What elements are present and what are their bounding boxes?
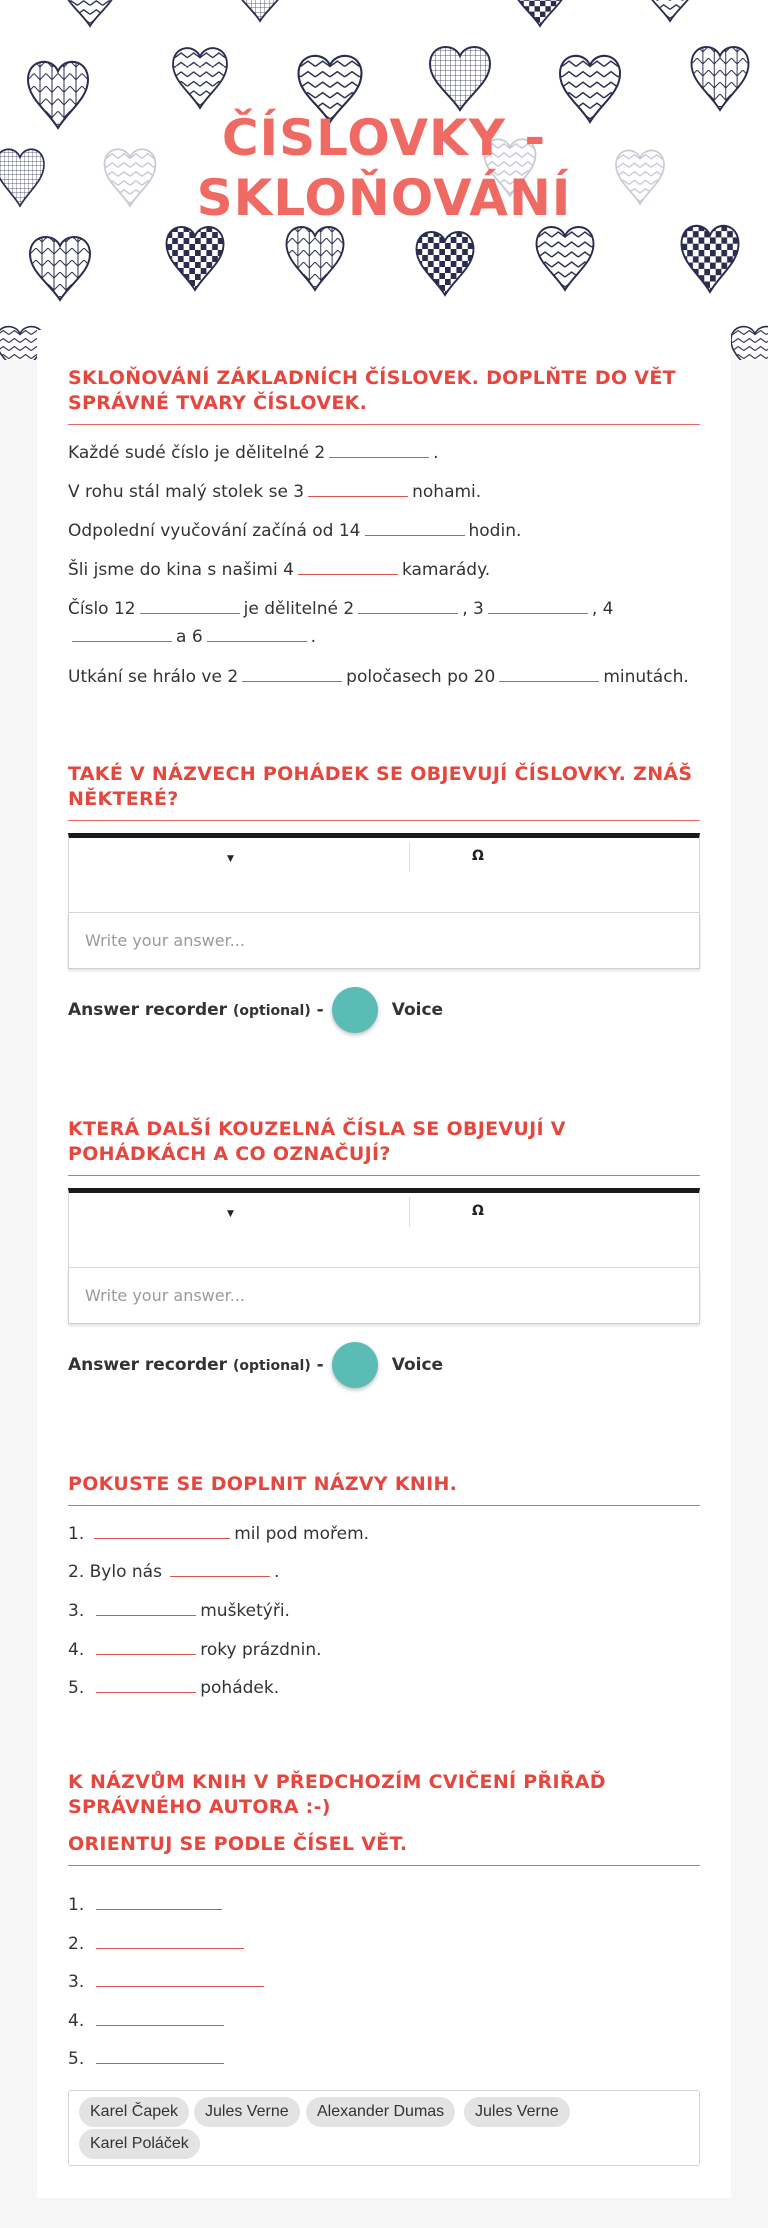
section-divider xyxy=(68,1865,700,1866)
answer-input[interactable] xyxy=(85,931,683,950)
answer-textarea[interactable] xyxy=(68,913,700,969)
answer-recorder xyxy=(68,1342,443,1388)
author-chip-bank xyxy=(68,2090,700,2166)
sentence-text: hodin. xyxy=(468,521,522,541)
item-number: 2. xyxy=(68,1934,85,1954)
book-item-4 xyxy=(68,1637,322,1661)
answer-area-3 xyxy=(68,1188,700,1428)
blank-input[interactable] xyxy=(72,624,172,642)
section-divider xyxy=(68,1175,700,1176)
blank-input[interactable] xyxy=(488,596,588,614)
rich-text-editor xyxy=(68,833,700,969)
record-button[interactable] xyxy=(332,987,378,1033)
sentence-text: . xyxy=(433,443,439,463)
section-title: SKLOŇOVÁNÍ ZÁKLADNÍCH ČÍSLOVEK. DOPLŇTE DO VĚT SPRÁVNÉ TVARY ČÍSLOVEK. xyxy=(68,367,676,414)
recorder-dash: - xyxy=(316,1355,324,1375)
sentence-5-cont xyxy=(68,624,316,648)
fill-in-list-4 xyxy=(68,1521,700,1711)
blank-input[interactable] xyxy=(94,1521,230,1539)
answer-area-2 xyxy=(68,833,700,1073)
section-title: TAKÉ V NÁZVECH POHÁDEK SE OBJEVUJÍ ČÍSLOVKY. ZNÁŠ NĚKTERÉ? xyxy=(68,763,693,810)
sentence-text: Číslo 12 xyxy=(68,599,136,619)
item-number: 4. xyxy=(68,2011,85,2031)
blank-input[interactable] xyxy=(96,1637,196,1655)
editor-toolbar xyxy=(68,1188,700,1268)
blank-input[interactable] xyxy=(170,1559,270,1577)
sentence-text: a 6 xyxy=(176,627,203,647)
worksheet-card xyxy=(37,330,731,2198)
section-book-titles xyxy=(68,1472,700,1506)
book-item-1 xyxy=(68,1521,369,1545)
recorder-dash: - xyxy=(316,1000,324,1020)
item-number: 3. xyxy=(68,1972,85,1992)
page-title-line-2: SKLOŇOVÁNÍ xyxy=(196,169,572,227)
sentence-text: nohami. xyxy=(412,482,482,502)
section-match-authors xyxy=(68,1770,700,1866)
match-item-3 xyxy=(68,1969,268,1993)
item-text: mušketýři. xyxy=(200,1601,290,1621)
sentence-5 xyxy=(68,596,613,620)
book-item-5 xyxy=(68,1675,279,1699)
sentence-text: minutách. xyxy=(603,667,689,687)
item-text: Bylo nás xyxy=(89,1562,162,1582)
author-chip[interactable]: Karel Čapek xyxy=(79,2097,189,2127)
blank-input[interactable] xyxy=(207,624,307,642)
fill-in-list-1 xyxy=(68,440,700,720)
sentence-1 xyxy=(68,440,439,464)
blank-input[interactable] xyxy=(308,479,408,497)
author-chip[interactable]: Alexander Dumas xyxy=(306,2097,455,2127)
drop-slot[interactable] xyxy=(96,2008,224,2026)
item-number: 5. xyxy=(68,2049,85,2069)
blank-input[interactable] xyxy=(358,596,458,614)
author-chip[interactable]: Jules Verne xyxy=(464,2097,570,2127)
format-dropdown-chevron-down-icon[interactable]: ▼ xyxy=(227,854,234,864)
blank-input[interactable] xyxy=(96,1598,196,1616)
section-divider xyxy=(68,820,700,821)
item-number: 1. xyxy=(68,1524,85,1544)
format-dropdown-chevron-down-icon[interactable]: ▼ xyxy=(227,1209,234,1219)
item-text: pohádek. xyxy=(200,1678,280,1698)
blank-input[interactable] xyxy=(96,1675,196,1693)
item-number: 1. xyxy=(68,1895,85,1915)
drop-slot[interactable] xyxy=(96,1969,264,1987)
sentence-text: Odpolední vyučování začíná od 14 xyxy=(68,521,361,541)
blank-input[interactable] xyxy=(365,518,465,536)
recorder-voice-label: Voice xyxy=(391,1000,444,1020)
special-characters-omega-icon[interactable]: Ω xyxy=(472,1203,484,1219)
recorder-label xyxy=(68,1000,324,1020)
sentence-text: Šli jsme do kina s našimi 4 xyxy=(68,560,294,580)
answer-recorder xyxy=(68,987,443,1033)
section-divider xyxy=(68,1505,700,1506)
item-text: mil pod mořem. xyxy=(234,1524,370,1544)
sentence-6 xyxy=(68,664,689,688)
item-text: roky prázdnin. xyxy=(200,1640,322,1660)
sentence-text: , 3 xyxy=(462,599,484,619)
sentence-text: Každé sudé číslo je dělitelné 2 xyxy=(68,443,326,463)
book-item-2 xyxy=(68,1559,279,1583)
author-chip[interactable]: Karel Poláček xyxy=(79,2129,200,2159)
item-number: 4. xyxy=(68,1640,85,1660)
section-magic-numbers xyxy=(68,1117,700,1176)
blank-input[interactable] xyxy=(298,557,398,575)
section-declension xyxy=(68,366,700,425)
item-number: 3. xyxy=(68,1601,85,1621)
match-item-1 xyxy=(68,1892,226,1916)
editor-toolbar xyxy=(68,833,700,913)
sentence-text: je dělitelné 2 xyxy=(243,599,355,619)
drop-slot[interactable] xyxy=(96,1931,244,1949)
sentence-text: poločasech po 20 xyxy=(346,667,496,687)
recorder-optional: (optional) xyxy=(232,1358,311,1374)
rich-text-editor xyxy=(68,1188,700,1324)
sentence-text: . xyxy=(310,627,317,647)
answer-input[interactable] xyxy=(85,1286,683,1305)
section-title: KTERÁ DALŠÍ KOUZELNÁ ČÍSLA SE OBJEVUJÍ V POHÁDKÁCH A CO OZNAČUJÍ? xyxy=(68,1118,566,1165)
blank-input[interactable] xyxy=(140,596,240,614)
author-match-list xyxy=(68,1892,700,2192)
page-title xyxy=(0,108,768,228)
recorder-label-text: Answer recorder xyxy=(68,1000,228,1020)
blank-input[interactable] xyxy=(329,440,429,458)
sentence-text: V rohu stál malý stolek se 3 xyxy=(68,482,305,502)
author-chip[interactable]: Jules Verne xyxy=(194,2097,300,2127)
toolbar-separator xyxy=(409,1197,410,1227)
answer-textarea[interactable] xyxy=(68,1268,700,1324)
item-number: 2. xyxy=(68,1562,85,1582)
sentence-text: Utkání se hrálo ve 2 xyxy=(68,667,239,687)
drop-slot[interactable] xyxy=(96,1892,222,1910)
sentence-text: kamarády. xyxy=(401,560,491,580)
match-item-4 xyxy=(68,2008,228,2032)
book-item-3 xyxy=(68,1598,290,1622)
page-title-line-1: ČÍSLOVKY - xyxy=(221,109,547,167)
match-item-5 xyxy=(68,2046,228,2070)
sentence-text: , 4 xyxy=(591,599,614,619)
recorder-label xyxy=(68,1355,324,1375)
section-subtitle: ORIENTUJ SE PODLE ČÍSEL VĚT. xyxy=(68,1833,408,1855)
recorder-voice-label: Voice xyxy=(391,1355,444,1375)
record-button[interactable] xyxy=(332,1342,378,1388)
section-title: POKUSTE SE DOPLNIT NÁZVY KNIH. xyxy=(68,1473,458,1495)
section-title: K NÁZVŮM KNIH V PŘEDCHOZÍM CVIČENÍ PŘIŘAĎ SPRÁVNÉHO AUTORA :-) xyxy=(68,1771,606,1818)
sentence-2 xyxy=(68,479,481,503)
blank-input[interactable] xyxy=(499,664,599,682)
item-number: 5. xyxy=(68,1678,85,1698)
item-text: . xyxy=(273,1562,280,1582)
sentence-4 xyxy=(68,557,490,581)
toolbar-separator xyxy=(409,842,410,872)
recorder-optional: (optional) xyxy=(232,1003,311,1019)
section-divider xyxy=(68,424,700,425)
drop-slot[interactable] xyxy=(96,2046,224,2064)
match-item-2 xyxy=(68,1931,248,1955)
sentence-3 xyxy=(68,518,521,542)
section-fairy-tales xyxy=(68,762,700,821)
blank-input[interactable] xyxy=(242,664,342,682)
recorder-label-text: Answer recorder xyxy=(68,1355,228,1375)
hero-banner xyxy=(0,0,768,360)
special-characters-omega-icon[interactable]: Ω xyxy=(472,848,484,864)
